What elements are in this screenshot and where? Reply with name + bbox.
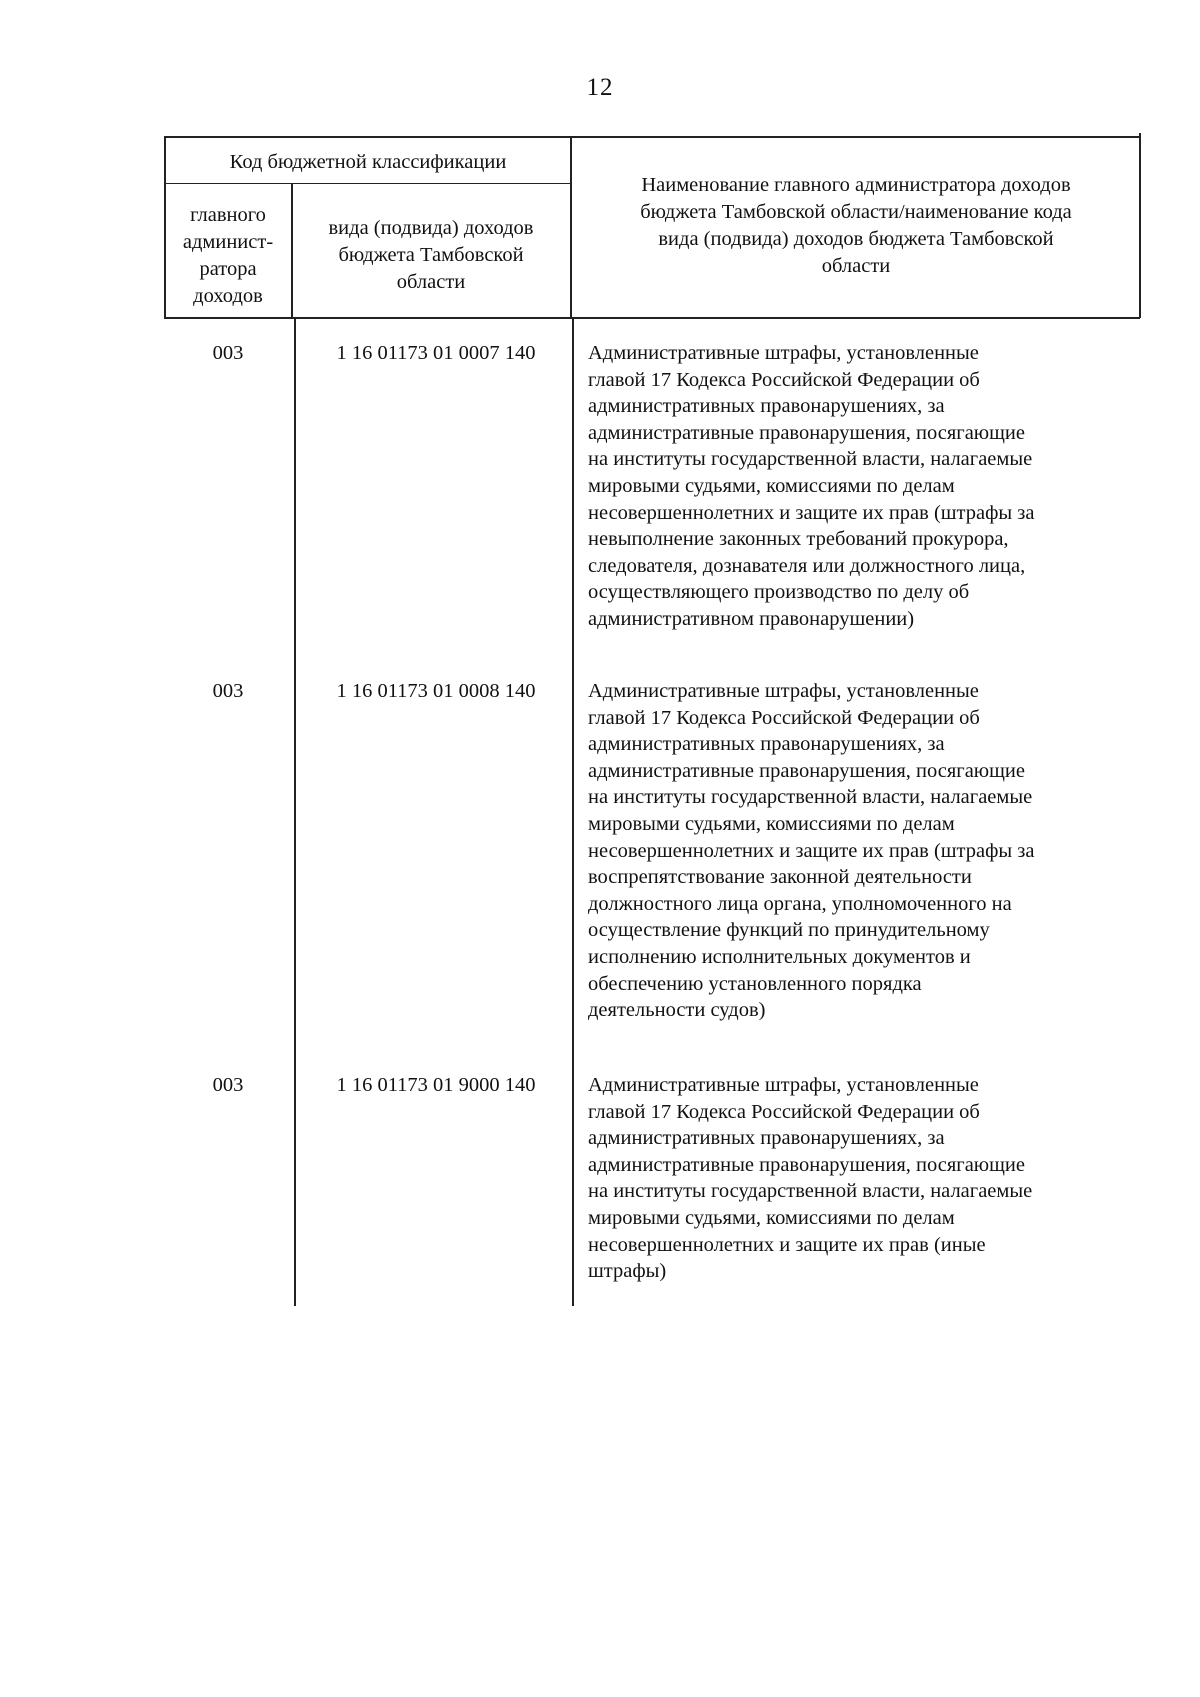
header-top-border [164,136,1140,138]
row-description-line: административных правонарушениях, за [588,1127,945,1150]
row-description-line: административные правонарушения, посягающие [588,1153,1025,1176]
row-description-line: воспрепятствование законной деятельности [588,866,972,889]
row-admin-code: 003 [212,342,244,364]
row-description-line: Административные штрафы, установленные [588,1074,979,1096]
row-description-line: несовершеннолетних и защите их прав (иные [588,1233,986,1256]
row-description [588,1072,1148,1285]
row-description-line: на институты государственной власти, налагаемые [588,786,1033,809]
row-description-line: штрафы) [588,1260,667,1283]
row-description-line: несовершеннолетних и защите их прав (штрафы за [588,839,1035,862]
header-col-admin-line: доходов [193,285,263,307]
body-divider-code [294,318,296,1306]
header-col-name-line: Наименование главного администратора доходов [641,174,1071,196]
row-description-line: на институты государственной власти, налагаемые [588,448,1033,471]
header-col-name-line: бюджета Тамбовской области/наименование кода [640,201,1072,223]
row-description-line: Административные штрафы, установленные [588,680,979,702]
row-classification-code: 1 16 01173 01 0007 140 [336,342,536,364]
row-description-line: Административные штрафы, установленные [588,342,979,364]
header-col-code-line: области [396,271,466,293]
row-description-line: главой 17 Кодекса Российской Федерации об [588,368,980,391]
row-description-line: обеспечению установленного порядка [588,972,922,995]
row-description-line: административные правонарушения, посягающие [588,759,1025,782]
row-description-line: следователя, дознавателя или должностного лица, [588,554,1026,577]
page-number: 12 [586,74,614,101]
row-description-line: мировыми судьями, комиссиями по делам [588,474,955,497]
header-col-code-line: вида (подвида) доходов [328,217,534,239]
header-col-name-line: области [821,255,891,277]
row-description-line: должностного лица органа, уполномоченного на [588,892,1012,915]
header-col-name [574,172,1138,280]
row-description [588,340,1148,633]
header-right-border [1139,133,1141,318]
header-col-name-line: вида (подвида) доходов бюджета Тамбовской [658,228,1054,250]
row-description-line: административных правонарушениях, за [588,395,945,418]
row-classification-code: 1 16 01173 01 0008 140 [336,680,536,702]
header-col-code [293,215,569,296]
row-description-line: деятельности судов) [588,999,766,1022]
row-description-line: главой 17 Кодекса Российской Федерации об [588,706,980,729]
row-description [588,678,1148,1024]
header-col-code-line: бюджета Тамбовской [338,244,524,266]
row-description-line: административных правонарушениях, за [588,733,945,756]
header-col-admin-line: ратора [199,258,257,280]
header-bottom-border [164,317,1140,319]
row-classification-code: 1 16 01173 01 9000 140 [336,1074,536,1096]
row-description-line: на институты государственной власти, налагаемые [588,1180,1033,1203]
header-col-admin-line: главного [190,204,266,226]
header-col-admin [166,202,290,310]
row-description-line: невыполнение законных требований прокурора, [588,528,1009,551]
body-divider-name [572,318,574,1306]
row-description-line: административном правонарушении) [588,607,915,630]
row-description-line: главой 17 Кодекса Российской Федерации об [588,1100,980,1123]
row-description-line: мировыми судьями, комиссиями по делам [588,812,955,835]
row-description-line: мировыми судьями, комиссиями по делам [588,1206,955,1229]
row-description-line: несовершеннолетних и защите их прав (штрафы за [588,501,1035,524]
row-description-line: исполнению исполнительных документов и [588,945,971,968]
row-description-line: осуществляющего производство по делу об [588,581,970,604]
row-description-line: осуществление функций по принудительному [588,919,990,942]
header-divider-name [570,136,572,318]
row-admin-code: 003 [212,1074,244,1096]
header-code-group: Код бюджетной классификации [229,151,507,173]
row-admin-code: 003 [212,680,244,702]
header-col-admin-line: админист- [182,231,274,253]
header-group-underline [164,183,571,184]
row-description-line: административные правонарушения, посягающие [588,421,1025,444]
